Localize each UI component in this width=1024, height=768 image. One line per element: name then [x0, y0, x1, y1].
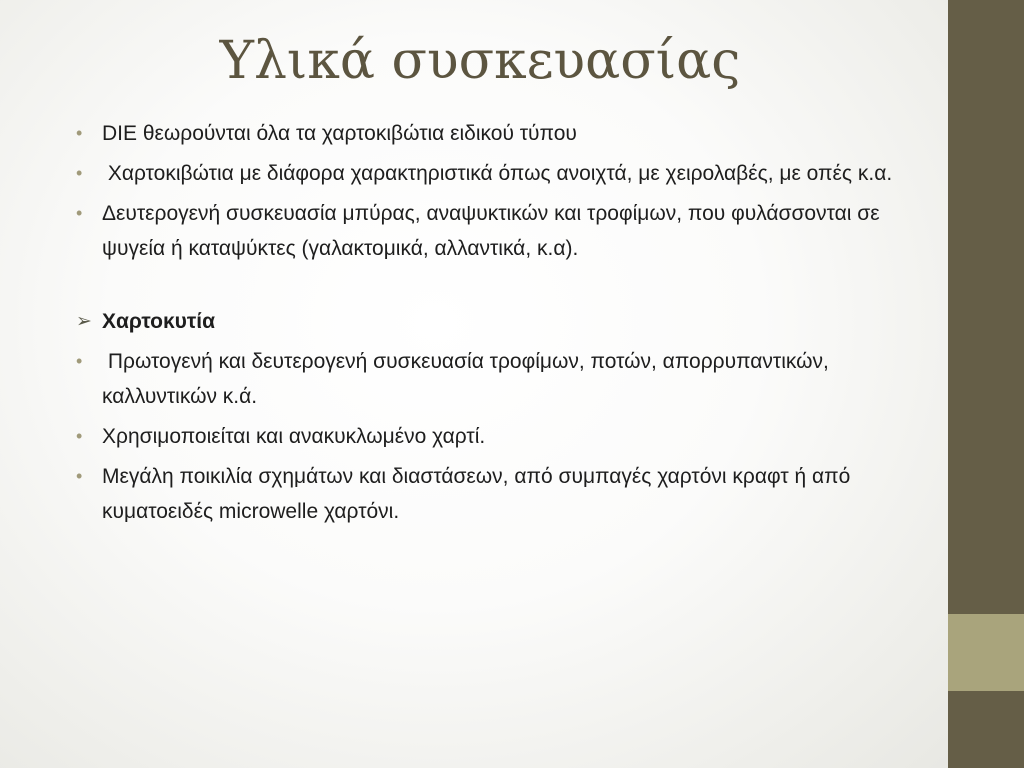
- bullet-list: [76, 116, 906, 534]
- bullet-icon: •: [76, 163, 83, 183]
- list-item: [76, 196, 906, 266]
- bullet-icon: •: [76, 466, 83, 486]
- list-item-text: Μεγάλη ποικιλία σχημάτων και διαστάσεων, από συμπαγές χαρτόνι κραφτ ή από κυματοειδές microwelle χαρτόνι.: [102, 465, 851, 523]
- bullet-icon: •: [76, 203, 83, 223]
- list-item: [76, 459, 906, 529]
- list-item: [76, 344, 906, 414]
- list-item-text: Πρωτογενή και δευτερογενή συσκευασία τροφίμων, ποτών, απορρυπαντικών, καλλυντικών κ.ά.: [102, 350, 835, 408]
- list-item-text: DIE θεωρούνται όλα τα χαρτοκιβώτια ειδικού τύπου: [102, 122, 577, 145]
- list-item: [76, 419, 906, 454]
- list-item-text: Χαρτοκιβώτια με διάφορα χαρακτηριστικά όπως ανοιχτά, με χειρολαβές, με οπές κ.α.: [102, 162, 893, 185]
- side-decor-accent: [948, 614, 1024, 691]
- section-heading: Χαρτοκυτία: [102, 310, 215, 333]
- arrow-bullet-icon: ➢: [76, 311, 92, 332]
- list-item: [76, 156, 906, 191]
- bullet-icon: •: [76, 123, 83, 143]
- section-heading-item: [76, 304, 906, 339]
- list-item-text: Χρησιμοποιείται και ανακυκλωμένο χαρτί.: [102, 425, 486, 448]
- slide-title: Υλικά συσκευασίας: [219, 31, 741, 91]
- bullet-icon: •: [76, 426, 83, 446]
- bullet-icon: •: [76, 351, 83, 371]
- list-item-text: Δευτερογενή συσκευασία μπύρας, αναψυκτικών και τροφίμων, που φυλάσσονται σε ψυγεία ή καταψύκτες (γαλακτομικά, αλλαντικά, κ.α).: [102, 202, 880, 260]
- list-item: [76, 116, 906, 151]
